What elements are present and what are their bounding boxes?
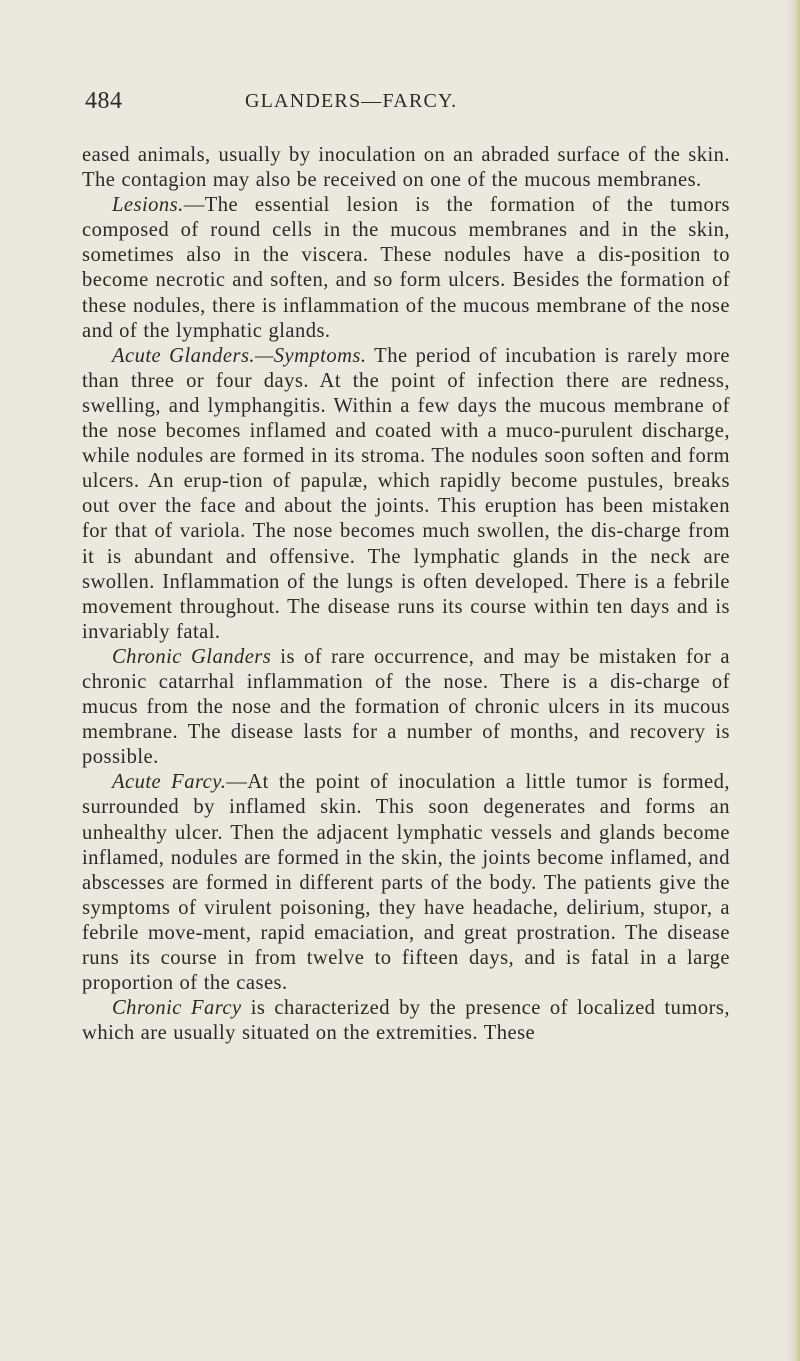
- paragraph-text: eased animals, usually by inoculation on an abraded surface of the skin. The contagion may also be received on one of the mucous membranes.: [82, 144, 730, 192]
- running-title: GLANDERS—FARCY.: [245, 90, 458, 112]
- paragraph-continuation: [82, 143, 730, 193]
- paragraph-text: The period of incubation is rarely more than three or four days. At the point of infection there are redness, swelling, and lymphangitis. Within a few days the mucous membrane of the nose becomes inflamed and coated with a muco-purulent discharge, while nodules are formed in its stroma. The nodules soon soften and form ulcers. An erup-tion of papulæ, which rapidly become pustules, breaks out over the face and about the joints. This eruption has been mistaken for that of variola. The nose becomes much swollen, the dis-charge from it is abundant and offensive. The lymphatic glands in the neck are swollen. Inflammation of the lungs is often developed. There is a febrile movement throughout. The disease runs its course within ten days and is invariably fatal.: [82, 344, 730, 643]
- paragraph-heading: Chronic Farcy: [112, 997, 242, 1020]
- paragraph-chronic-farcy: [82, 996, 730, 1046]
- page-number: 484: [85, 88, 123, 114]
- paragraph-text: —At the point of inoculation a little tumor is formed, surrounded by inflamed skin. This soon degenerates and forms an unhealthy ulcer. Then the adjacent lymphatic vessels and glands become inflamed, nodules are formed in the skin, the joints become inflamed, and abscesses are formed in different parts of the body. The patients give the symptoms of virulent poisoning, they have headache, delirium, stupor, a febrile move-ment, rapid emaciation, and great prostration. The disease runs its course in from twelve to fifteen days, and is fatal in a large proportion of the cases.: [82, 771, 730, 995]
- paragraph-heading: Lesions.: [112, 194, 184, 217]
- paragraph-acute-glanders: [82, 344, 730, 645]
- paragraph-text: is characterized by the presence of localized tumors, which are usually situated on the extremities. These: [82, 997, 730, 1045]
- paragraph-heading: Chronic Glanders: [112, 645, 272, 668]
- paragraph-chronic-glanders: [82, 645, 730, 770]
- paragraph-acute-farcy: [82, 770, 730, 996]
- body-text: [82, 143, 730, 1046]
- paragraph-text: —The essential lesion is the formation of the tumors composed of round cells in the mucous membranes and in the skin, sometimes also in the viscera. These nodules have a dis-position to become necrotic and soften, and so form ulcers. Besides the formation of these nodules, there is inflammation of the mucous membrane of the nose and of the lymphatic glands.: [82, 194, 730, 342]
- paragraph-lesions: [82, 193, 730, 344]
- paragraph-heading: Acute Farcy.: [112, 771, 227, 794]
- paragraph-heading: Acute Glanders.—Symptoms.: [112, 344, 367, 367]
- paragraph-text: is of rare occurrence, and may be mistaken for a chronic catarrhal inflammation of the nose. There is a dis-charge of mucus from the nose and the formation of chronic ulcers in its mucous membrane. The disease lasts for a number of months, and recovery is possible.: [82, 645, 730, 769]
- page-header: [85, 88, 725, 118]
